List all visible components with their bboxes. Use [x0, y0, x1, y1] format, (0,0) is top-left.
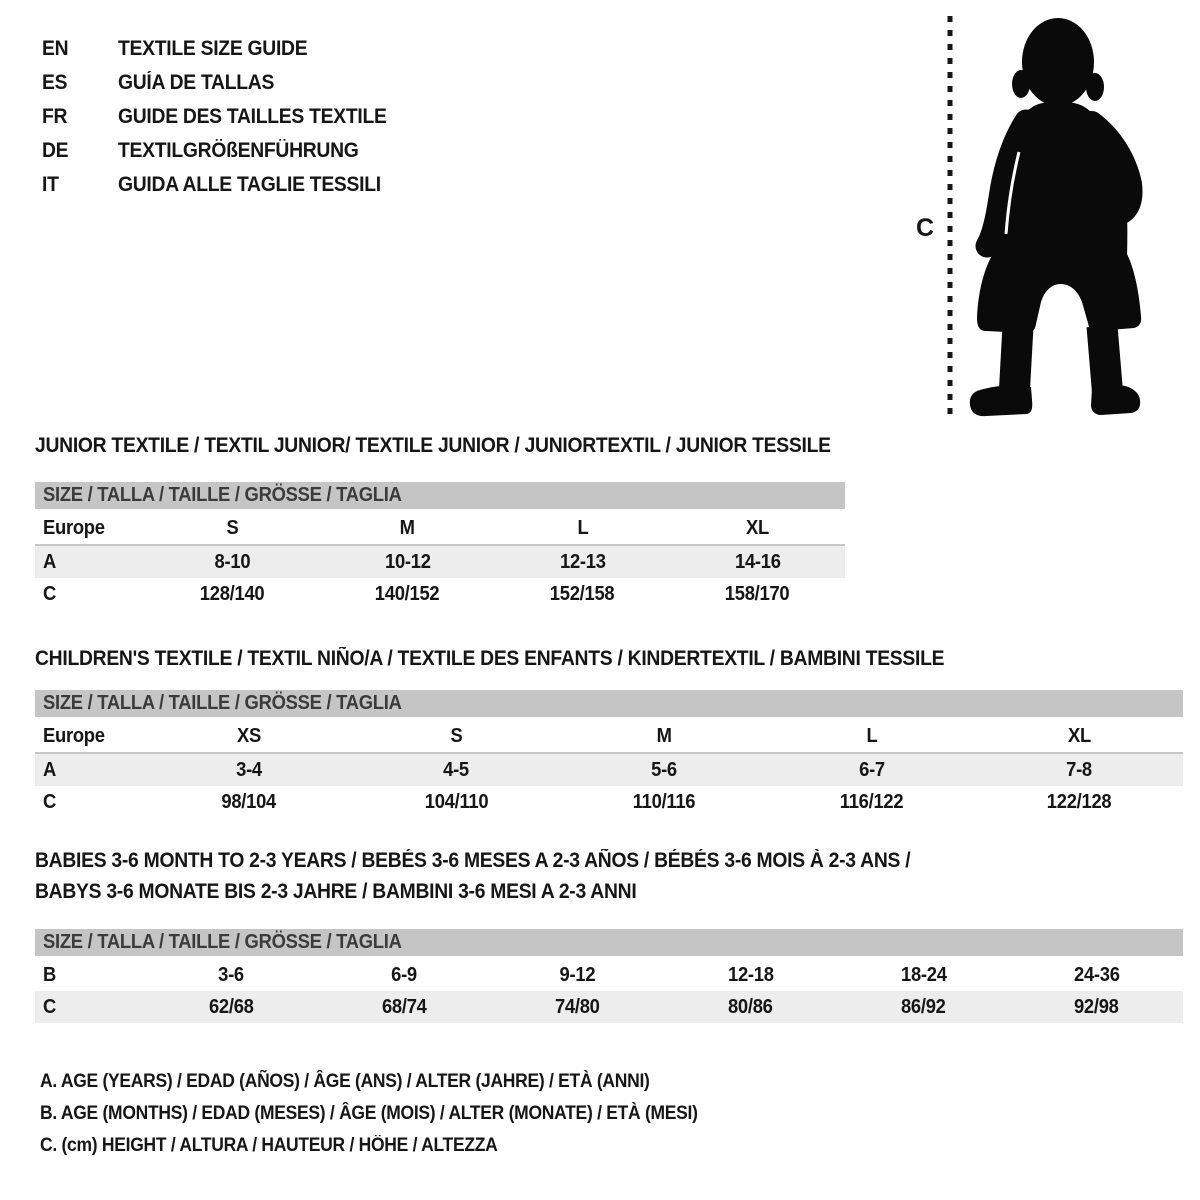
size-cell [670, 583, 845, 606]
row-label [35, 791, 145, 814]
size-table-row [35, 991, 1183, 1023]
babies-textile-section [35, 845, 1183, 1023]
height-measure-label: C [916, 214, 935, 242]
size-cell-text: 3-6 [218, 963, 245, 986]
size-cell [560, 759, 768, 782]
size-cell [318, 964, 491, 987]
section-title-line: JUNIOR TEXTILE / TEXTIL JUNIOR/ TEXTILE JUNIOR / JUNIORTEXTIL / JUNIOR TESSILE [35, 434, 831, 457]
row-label [35, 583, 145, 606]
row-label [35, 551, 145, 574]
row-label [35, 517, 145, 540]
section-title [35, 643, 1183, 674]
size-cell-text: 5-6 [651, 758, 677, 781]
children-textile-section [35, 643, 1183, 818]
size-cell [560, 725, 768, 748]
size-cell [145, 791, 353, 814]
size-cell-text: XL [746, 516, 769, 539]
size-cell [837, 964, 1010, 987]
size-cell [145, 551, 320, 574]
row-label [35, 964, 145, 987]
size-cell-text: M [399, 516, 416, 539]
language-title: GUIDE DES TAILLES TEXTILE [118, 105, 387, 128]
language-row [42, 66, 410, 100]
size-cell [145, 964, 318, 987]
row-label [35, 725, 145, 748]
size-cell-text: 80/86 [728, 995, 773, 1018]
size-table [35, 512, 845, 610]
size-cell [495, 551, 670, 574]
legend-text: A. AGE (YEARS) / EDAD (AÑOS) / ÂGE (ANS) / ALTER (JAHRE) / ETÀ (ANNI) [40, 1071, 650, 1092]
language-row [42, 32, 410, 66]
size-cell-text: 12-18 [727, 963, 774, 986]
language-row [42, 134, 410, 168]
size-cell [1010, 996, 1183, 1019]
language-code: EN [42, 37, 69, 60]
row-label-text: Europe [43, 516, 105, 539]
size-cell [318, 996, 491, 1019]
size-cell [1010, 964, 1183, 987]
size-cell-text: 62/68 [209, 995, 254, 1018]
size-cell-text: 14-16 [734, 550, 781, 573]
size-cell [975, 759, 1183, 782]
size-table-row [35, 578, 845, 610]
size-cell [495, 583, 670, 606]
size-cell-text: 74/80 [555, 995, 600, 1018]
size-cell-text: 7-8 [1066, 758, 1093, 781]
size-table-row [35, 546, 845, 578]
size-cell-text: 6-9 [391, 963, 418, 986]
language-title: GUIDA ALLE TAGLIE TESSILI [118, 173, 381, 196]
size-cell [768, 759, 976, 782]
measure-legend [40, 1066, 755, 1162]
language-row [42, 168, 410, 202]
junior-textile-section [35, 430, 845, 610]
size-cell [664, 964, 837, 987]
row-label [35, 759, 145, 782]
size-cell-text: 128/140 [200, 582, 265, 605]
size-header-bar [35, 482, 845, 509]
row-label-text: A [43, 550, 57, 573]
language-code: IT [42, 173, 59, 196]
size-cell-text: S [226, 516, 239, 539]
section-title-line: BABYS 3-6 MONATE BIS 2-3 JAHRE / BAMBINI 3-6 MESI A 2-3 ANNI [35, 880, 637, 903]
size-cell-text: 104/110 [424, 790, 489, 813]
language-title: GUÍA DE TALLAS [118, 71, 275, 94]
row-label-text: C [43, 790, 57, 813]
language-code: DE [42, 139, 69, 162]
size-cell [145, 583, 320, 606]
size-cell-text: L [577, 516, 588, 539]
size-cell [495, 517, 670, 540]
legend-text: C. (cm) HEIGHT / ALTURA / HAUTEUR / HÖHE / ALTEZZA [40, 1135, 498, 1156]
size-table-row [35, 754, 1183, 786]
size-cell [491, 996, 664, 1019]
size-cell-text: 9-12 [559, 963, 596, 986]
size-cell [768, 791, 976, 814]
size-table [35, 959, 1183, 1023]
size-cell-text: 3-4 [235, 758, 262, 781]
row-label-text: C [43, 995, 57, 1018]
section-title-line: CHILDREN'S TEXTILE / TEXTIL NIÑO/A / TEXTILE DES ENFANTS / KINDERTEXTIL / BAMBINI TESSILE [35, 647, 945, 670]
size-cell-text: 158/170 [725, 582, 790, 605]
size-cell [145, 517, 320, 540]
size-header-label: SIZE / TALLA / TAILLE / GRÖSSE / TAGLIA [43, 484, 402, 506]
size-table [35, 720, 1183, 818]
size-cell-text: 68/74 [382, 995, 427, 1018]
row-label-text: Europe [43, 724, 105, 747]
language-code: ES [42, 71, 68, 94]
size-cell [353, 791, 561, 814]
language-title: TEXTILE SIZE GUIDE [118, 37, 308, 60]
section-title [35, 430, 845, 461]
language-row [42, 100, 410, 134]
section-title-line: BABIES 3-6 MONTH TO 2-3 YEARS / BEBÉS 3-6 MESES A 2-3 AÑOS / BÉBÉS 3-6 MOIS À 2-3 ANS / [35, 849, 911, 872]
size-cell [320, 517, 495, 540]
size-cell [975, 791, 1183, 814]
size-cell-text: 116/122 [839, 790, 904, 813]
size-cell [975, 725, 1183, 748]
size-cell-text: M [656, 724, 672, 747]
size-cell-text: S [450, 724, 463, 747]
size-cell [664, 996, 837, 1019]
section-title [35, 845, 1183, 907]
size-table-row [35, 786, 1183, 818]
language-code: FR [42, 105, 68, 128]
size-cell [837, 996, 1010, 1019]
size-cell-text: XL [1067, 724, 1091, 747]
size-cell-text: 4-5 [443, 758, 470, 781]
size-header-label: SIZE / TALLA / TAILLE / GRÖSSE / TAGLIA [43, 692, 402, 714]
size-cell [560, 791, 768, 814]
row-label-text: B [43, 963, 57, 986]
size-cell [353, 725, 561, 748]
size-table-row [35, 959, 1183, 991]
size-cell [670, 517, 845, 540]
size-header-bar [35, 929, 1183, 956]
language-title-list [42, 32, 410, 202]
size-cell-text: 86/92 [901, 995, 946, 1018]
size-cell-text: L [866, 724, 878, 747]
language-title: TEXTILGRÖßENFÜHRUNG [118, 139, 359, 162]
size-header-bar [35, 690, 1183, 717]
size-cell [353, 759, 561, 782]
row-label-text: C [43, 582, 57, 605]
row-label-text: A [43, 758, 57, 781]
size-cell [145, 996, 318, 1019]
size-cell-text: 98/104 [221, 790, 277, 813]
size-table-row [35, 512, 845, 546]
size-cell-text: 152/158 [550, 582, 615, 605]
size-cell-text: 12-13 [559, 550, 606, 573]
size-cell-text: 24-36 [1073, 963, 1120, 986]
toddler-figure [880, 0, 1200, 430]
size-cell [670, 551, 845, 574]
size-cell-text: 18-24 [900, 963, 947, 986]
size-cell [320, 583, 495, 606]
size-cell [768, 725, 976, 748]
size-cell-text: 110/116 [632, 790, 696, 813]
size-cell-text: 140/152 [375, 582, 440, 605]
size-cell [320, 551, 495, 574]
size-cell-text: XS [236, 724, 261, 747]
size-cell-text: 8-10 [214, 550, 251, 573]
legend-text: B. AGE (MONTHS) / EDAD (MESES) / ÂGE (MOIS) / ALTER (MONATE) / ETÀ (MESI) [40, 1103, 698, 1124]
row-label [35, 996, 145, 1019]
size-header-label: SIZE / TALLA / TAILLE / GRÖSSE / TAGLIA [43, 931, 402, 953]
size-cell-text: 122/128 [1046, 790, 1112, 813]
size-table-row [35, 720, 1183, 754]
legend-line-c [40, 1130, 755, 1162]
size-cell [491, 964, 664, 987]
size-cell-text: 10-12 [384, 550, 431, 573]
legend-line-a [40, 1066, 755, 1098]
legend-line-b [40, 1098, 755, 1130]
size-cell-text: 6-7 [858, 758, 885, 781]
size-cell [145, 759, 353, 782]
size-cell [145, 725, 353, 748]
size-cell-text: 92/98 [1074, 995, 1119, 1018]
